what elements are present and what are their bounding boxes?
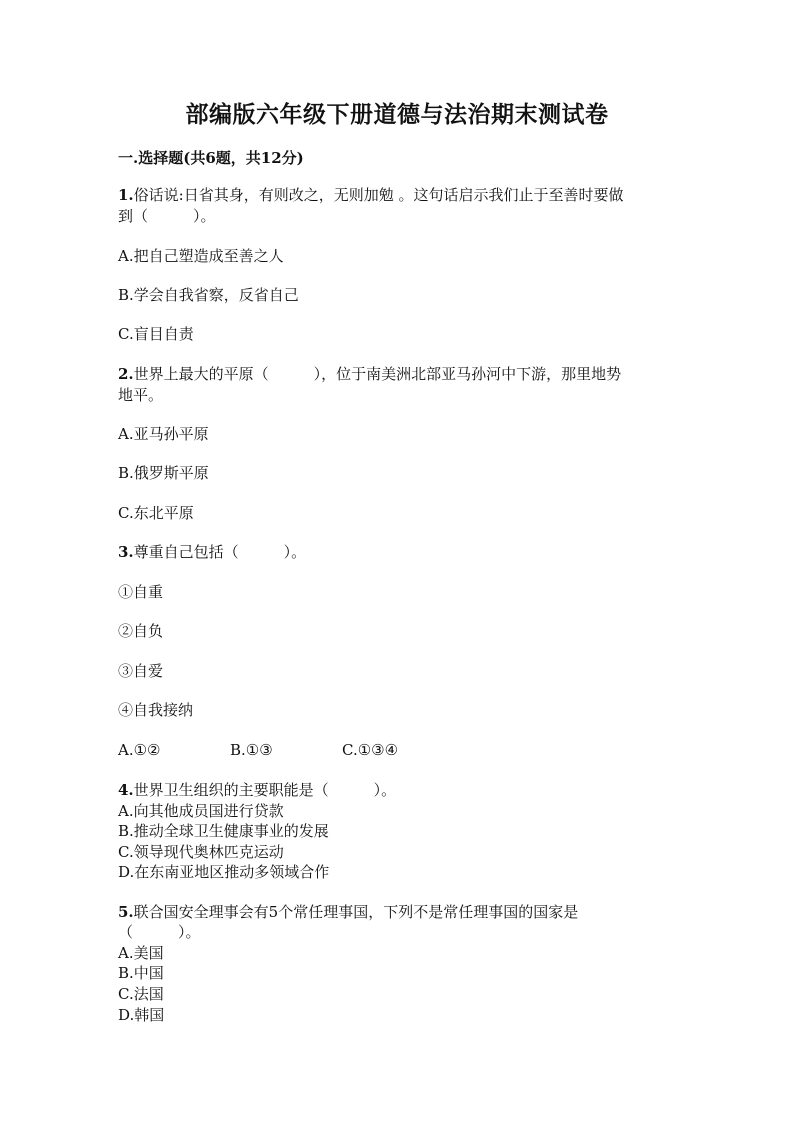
question-1-option-b: B.学会自我省察，反省自己 (118, 286, 299, 304)
question-1-line-2: 到（ ）。 (118, 207, 216, 225)
question-5-text: 联合国安全理事会有5个常任理事国，下列不是常任理事国的国家是 (133, 903, 579, 921)
question-2-line-2: 地平。 (118, 386, 164, 404)
question-3-line-1 (118, 542, 306, 563)
question-5-option-c: C.法国 (118, 985, 164, 1003)
question-4-option-a: A.向其他成员国进行贷款 (118, 802, 284, 820)
question-5-option-a: A.美国 (118, 944, 164, 962)
question-4-option-c: C.领导现代奥林匹克运动 (118, 843, 284, 861)
question-2-option-b: B.俄罗斯平原 (118, 464, 209, 482)
question-5-number: 5. (118, 903, 134, 921)
question-4-option-d: D.在东南亚地区推动多领域合作 (118, 863, 330, 881)
question-1-option-a: A.把自己塑造成至善之人 (118, 247, 284, 265)
question-4-number: 4. (118, 781, 134, 799)
question-2-option-c: C.东北平原 (118, 504, 194, 522)
question-5-line-1 (118, 902, 578, 923)
question-3-option-c: C.①③④ (342, 741, 399, 759)
question-3-option-a: A.①② (118, 741, 161, 759)
question-1-line-1 (118, 185, 624, 206)
question-2-number: 2. (118, 365, 134, 383)
question-5-option-d: D.韩国 (118, 1006, 165, 1024)
question-3-number: 3. (118, 543, 134, 561)
question-4-line-1 (118, 780, 396, 801)
question-3-item-3: ③自爱 (118, 662, 164, 680)
question-2-option-a: A.亚马孙平原 (118, 425, 209, 443)
question-3-item-1: ①自重 (118, 583, 164, 601)
question-5-option-b: B.中国 (118, 964, 164, 982)
question-3-option-b: B.①③ (230, 741, 273, 759)
page-title: 部编版六年级下册道德与法治期末测试卷 (185, 101, 609, 128)
question-4-text: 世界卫生组织的主要职能是（ ）。 (133, 781, 397, 799)
question-3-text: 尊重自己包括（ ）。 (133, 543, 307, 561)
question-2-text: 世界上最大的平原（ ），位于南美洲北部亚马孙河中下游，那里地势 (133, 365, 622, 383)
question-4-option-b: B.推动全球卫生健康事业的发展 (118, 822, 329, 840)
question-1-text: 俗话说:日省其身，有则改之，无则加勉 。这句话启示我们止于至善时要做 (133, 186, 624, 204)
question-2-line-1 (118, 364, 621, 385)
section-heading: 一.选择题(共6题，共12分) (118, 149, 304, 167)
question-3-item-2: ②自负 (118, 622, 164, 640)
question-1-option-c: C.盲目自责 (118, 325, 194, 343)
question-1-number: 1. (118, 186, 134, 204)
question-5-line-2: （ ）。 (118, 923, 201, 941)
question-3-options (118, 740, 398, 761)
question-3-item-4: ④自我接纳 (118, 701, 194, 719)
